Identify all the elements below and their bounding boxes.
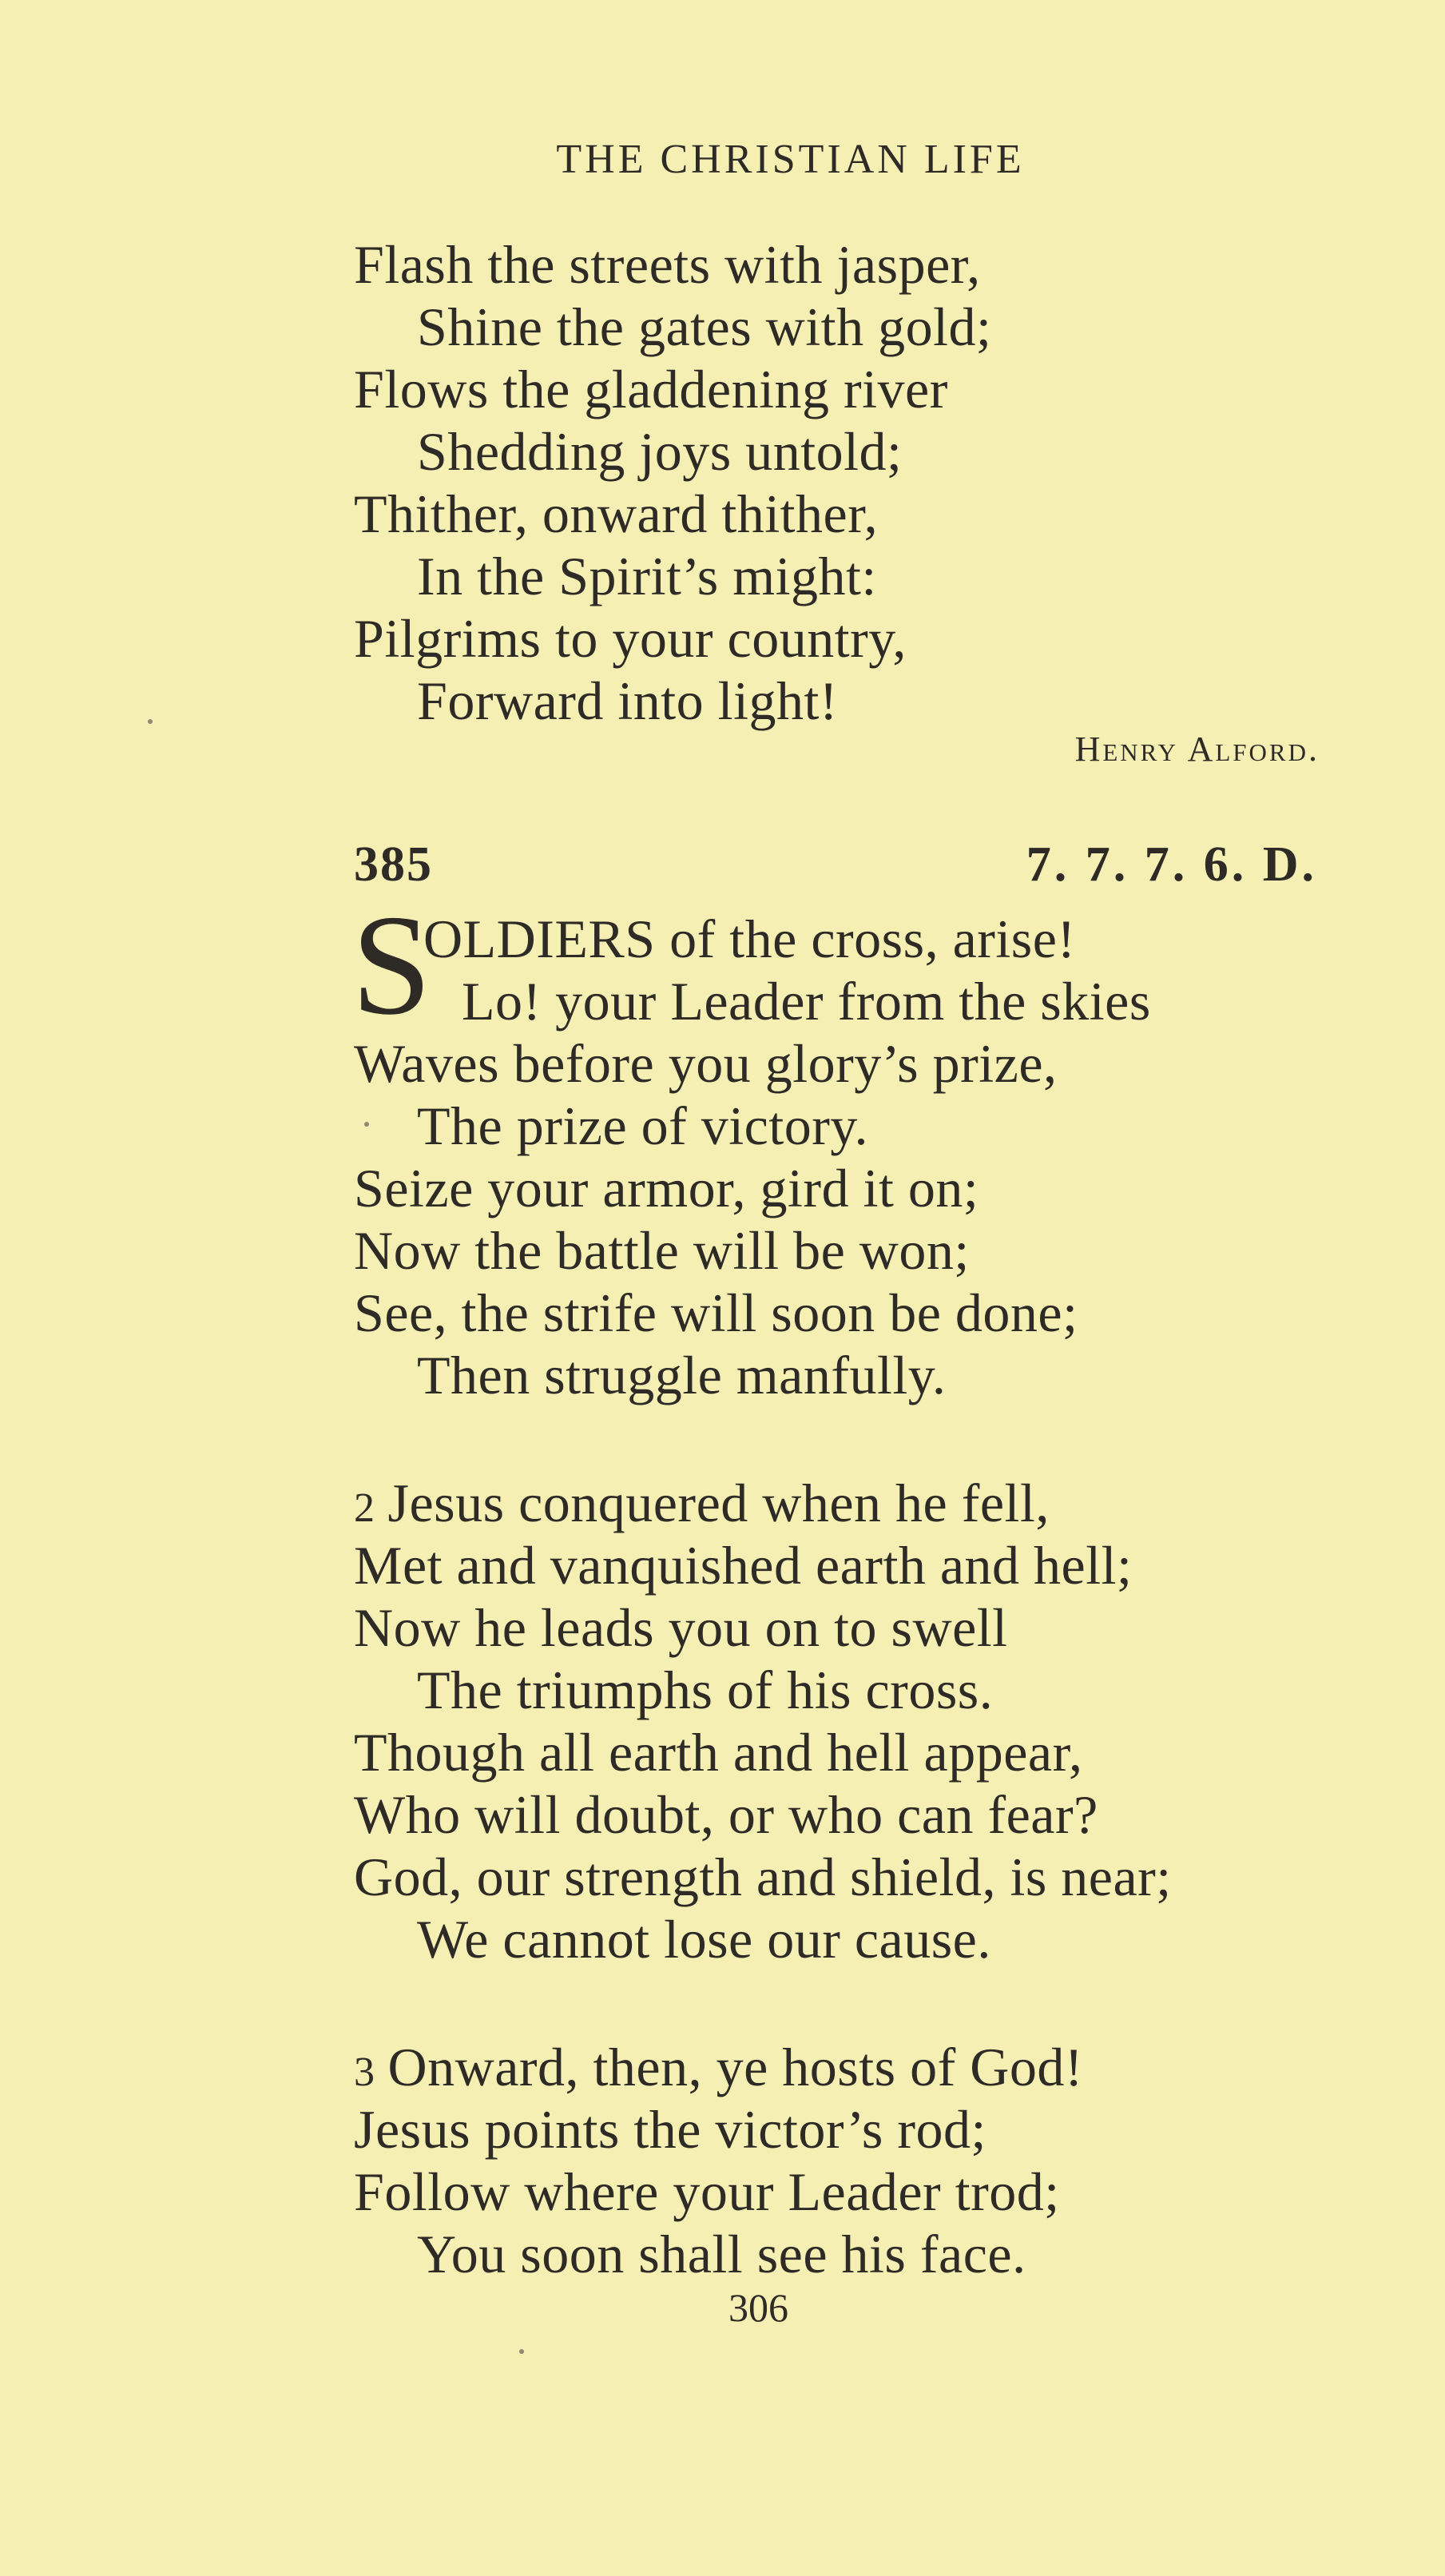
verse-line: 3 Onward, then, ye hosts of God!	[354, 2037, 1084, 2097]
verse-line: Shedding joys untold;	[417, 421, 903, 482]
verse-line: You soon shall see his face.	[417, 2224, 1026, 2284]
verse-line: In the Spirit’s might:	[417, 546, 877, 606]
verse-line: Lo! your Leader from the skies	[462, 971, 1151, 1032]
verse-line: Shine the gates with gold;	[417, 296, 992, 357]
verse-line: The prize of victory.	[417, 1095, 868, 1156]
stanza-number: 3	[354, 2049, 375, 2095]
verse-line: Though all earth and hell appear,	[354, 1722, 1083, 1783]
verse-line: OLDIERS of the cross, arise!	[423, 908, 1076, 969]
verse-line: God, our strength and shield, is near;	[354, 1847, 1172, 1907]
verse-line: Flows the gladdening river	[354, 359, 948, 419]
drop-cap: S	[351, 901, 432, 1029]
verse-line: Who will doubt, or who can fear?	[354, 1784, 1098, 1845]
verse-line: We cannot lose our cause.	[417, 1909, 991, 1970]
hymn-author: Henry Alford.	[1074, 729, 1320, 769]
paper-speck	[364, 1122, 369, 1127]
verse-line: 2 Jesus conquered when he fell,	[354, 1473, 1050, 1533]
verse-line: Then struggle manfully.	[417, 1345, 947, 1405]
verse-line: Follow where your Leader trod;	[354, 2161, 1060, 2222]
verse-line: Now the battle will be won;	[354, 1220, 970, 1281]
stanza-number: 2	[354, 1485, 375, 1531]
running-head: THE CHRISTIAN LIFE	[556, 137, 1025, 182]
verse-line: See, the strife will soon be done;	[354, 1282, 1078, 1343]
verse-line: Pilgrims to your country,	[354, 608, 907, 669]
verse-line: Forward into light!	[417, 670, 839, 731]
verse-line: Met and vanquished earth and hell;	[354, 1535, 1133, 1596]
verse-line: The triumphs of his cross.	[417, 1660, 994, 1720]
hymn-meter: 7. 7. 7. 6. D.	[1026, 837, 1317, 892]
verse-line: Jesus points the victor’s rod;	[354, 2099, 986, 2160]
paper-speck	[519, 2349, 524, 2354]
hymn-number: 385	[354, 837, 433, 892]
verse-line: Waves before you glory’s prize,	[354, 1033, 1058, 1094]
verse-line: Now he leads you on to swell	[354, 1597, 1008, 1658]
paper-speck	[148, 719, 153, 724]
verse-line: Seize your armor, gird it on;	[354, 1158, 979, 1218]
verse-line: Thither, onward thither,	[354, 483, 879, 544]
verse-line: Flash the streets with jasper,	[354, 234, 981, 295]
page-number: 306	[728, 2285, 788, 2330]
